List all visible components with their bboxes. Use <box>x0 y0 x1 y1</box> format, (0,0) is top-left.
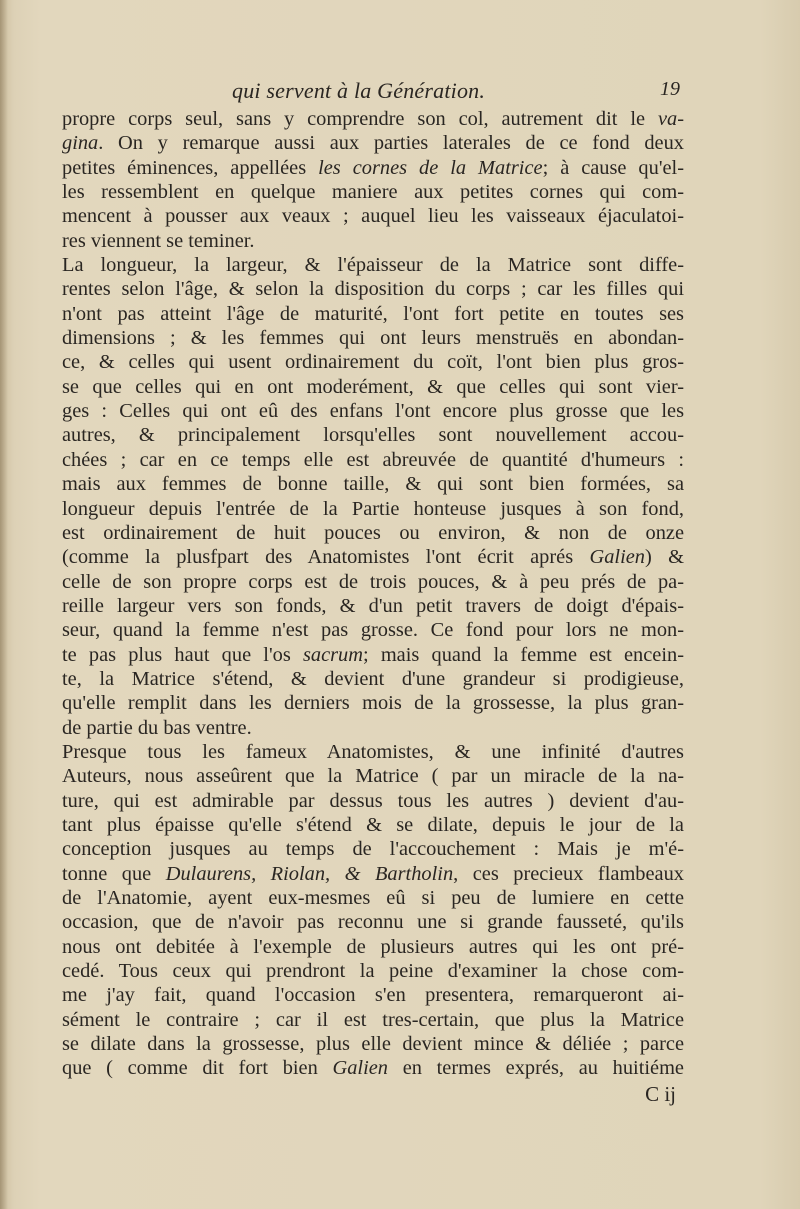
text-line <box>62 472 684 496</box>
text-line <box>62 570 684 594</box>
italic-text: Galien <box>589 546 645 569</box>
text-line <box>62 691 684 715</box>
italic-text: va- <box>657 108 684 130</box>
text-run: ce, & celles qui usent ordinairement du coït, l'ont bien plus gros- <box>62 351 684 374</box>
text-run: tonne que <box>62 862 166 885</box>
text-run: de partie du bas ventre. <box>62 716 252 739</box>
text-line <box>62 497 684 521</box>
text-run: Presque tous les fameux Anatomistes, & une infinité d'autres <box>62 740 684 763</box>
text-run: sément le contraire ; car il est tres-certain, que plus la Matrice <box>62 1008 684 1031</box>
text-run: Auteurs, nous asseûrent que la Matrice ( par un miracle de la na- <box>62 765 684 788</box>
text-run: te pas plus haut que l'os <box>62 643 303 666</box>
signature-mark: C ij <box>645 1082 676 1106</box>
text-run: mais aux femmes de bonne taille, & qui sont bien formées, sa <box>62 473 684 496</box>
text-run: les ressemblent en quelque maniere aux petites cornes qui com- <box>62 181 684 204</box>
text-line <box>62 423 684 447</box>
page-number: 19 <box>660 78 680 100</box>
italic-text: gina <box>62 132 99 155</box>
text-run: reille largeur vers son fonds, & d'un petit travers de doigt d'épais- <box>62 594 684 617</box>
text-line <box>62 229 684 253</box>
text-run: conception jusques au temps de l'accouchement : Mais je m'é- <box>62 838 684 861</box>
text-run: chées ; car en ce temps elle est abreuvée de quantité d'humeurs : <box>62 448 684 471</box>
text-run: La longueur, la largeur, & l'épaisseur de la Matrice sont diffe- <box>62 254 684 277</box>
text-run: seur, quand la femme n'est pas grosse. Ce fond pour lors ne mon- <box>62 619 684 642</box>
text-run: se que celles qui en ont moderément, & que celles qui sont vier- <box>62 375 684 398</box>
text-run: mencent à pousser aux veaux ; auquel lieu les vaisseaux éjaculatoi- <box>62 205 684 228</box>
text-run: me j'ay fait, quand l'occasion s'en presentera, remarqueront ai- <box>62 984 684 1007</box>
italic-text: Galien <box>332 1057 388 1080</box>
italic-text: Dulaurens, Riolan, & Bartholin <box>165 862 454 885</box>
text-run: qu'elle remplit dans les derniers mois de la grossesse, la plus gran- <box>62 692 684 715</box>
text-run: dimensions ; & les femmes qui ont leurs menstruës en abondan- <box>62 327 684 350</box>
text-run: cedé. Tous ceux qui prendront la peine d'examiner la chose com- <box>62 960 684 983</box>
text-line <box>62 277 684 301</box>
text-run: longueur depuis l'entrée de la Partie honteuse jusques à son fond, <box>62 497 684 520</box>
text-run: est ordinairement de huit pouces ou environ, & non de onze <box>62 521 684 544</box>
text-line <box>62 594 684 618</box>
text-line <box>62 764 684 788</box>
text-run: occasion, que de n'avoir pas reconnu une si grande fausseté, qu'ils <box>62 911 684 934</box>
text-line <box>62 131 684 155</box>
text-run: te, la Matrice s'étend, & devient d'une grandeur si prodigieuse, <box>62 667 684 690</box>
text-run: n'ont pas atteint l'âge de maturité, l'ont fort petite en toutes ses <box>62 302 684 325</box>
text-line <box>62 180 684 204</box>
text-line <box>62 716 684 740</box>
text-line <box>62 910 684 934</box>
text-line <box>62 643 684 667</box>
text-line <box>62 156 684 180</box>
text-line <box>62 789 684 813</box>
text-run: petites éminences, appellées <box>62 156 319 179</box>
text-run: nous ont debitée à l'exemple de plusieurs autres qui les ont pré- <box>62 935 684 958</box>
text-line <box>62 545 684 569</box>
text-line <box>62 253 684 277</box>
text-line <box>62 302 684 326</box>
text-line <box>62 326 684 350</box>
text-run: autres, & principalement lorsqu'elles sont nouvellement accou- <box>62 424 684 447</box>
text-run: ges : Celles qui ont eû des enfans l'ont encore plus grosse que les <box>62 400 684 423</box>
text-line <box>62 1056 684 1080</box>
text-run: , ces precieux flambeaux <box>453 862 684 885</box>
text-run: que ( comme dit fort bien <box>62 1057 333 1080</box>
text-run: (comme la plusfpart des Anatomistes l'ont écrit aprés <box>62 546 590 569</box>
text-run: ) & <box>644 546 684 569</box>
text-line <box>62 983 684 1007</box>
text-line <box>62 399 684 423</box>
text-line <box>62 740 684 764</box>
text-run: tant plus épaisse qu'elle s'étend & se dilate, depuis le jour de la <box>62 813 684 836</box>
text-run: de l'Anatomie, ayent eux-mesmes eû si peu de lumiere en cette <box>62 887 684 909</box>
text-run: ; à cause qu'el- <box>542 156 684 179</box>
text-run: res viennent se teminer. <box>62 229 255 252</box>
text-run: rentes selon l'âge, & selon la disposition du corps ; car les filles qui <box>62 278 684 301</box>
text-run: celle de son propre corps est de trois pouces, & à peu prés de pa- <box>62 570 684 593</box>
text-run: se dilate dans la grossesse, plus elle devient mince & déliée ; parce <box>62 1033 684 1056</box>
page-header <box>62 72 684 106</box>
body-text <box>62 107 684 1081</box>
text-line <box>62 886 684 910</box>
text-line <box>62 813 684 837</box>
gutter-shadow <box>0 0 8 1209</box>
italic-text: sacrum <box>302 643 363 666</box>
text-line <box>62 618 684 642</box>
text-run: en termes exprés, au huitiéme <box>388 1057 684 1080</box>
italic-text: les cornes de la Matrice <box>318 156 543 179</box>
text-line <box>62 935 684 959</box>
text-line <box>62 521 684 545</box>
text-line <box>62 375 684 399</box>
running-title: qui servent à la Génération. <box>232 78 486 103</box>
text-line <box>62 667 684 691</box>
text-line <box>62 1008 684 1032</box>
text-line <box>62 837 684 861</box>
text-run: ; mais quand la femme est encein- <box>362 643 684 666</box>
text-line <box>62 862 684 886</box>
text-run: ture, qui est admirable par dessus tous les autres ) devient d'au- <box>62 789 684 812</box>
text-run: propre corps seul, sans y comprendre son col, autrement dit le <box>62 108 658 130</box>
text-line <box>62 448 684 472</box>
text-run: . On y remarque aussi aux parties laterales de ce fond deux <box>98 132 684 155</box>
text-line <box>62 1032 684 1056</box>
text-line <box>62 204 684 228</box>
text-line <box>62 350 684 374</box>
text-line <box>62 959 684 983</box>
text-line <box>62 107 684 131</box>
